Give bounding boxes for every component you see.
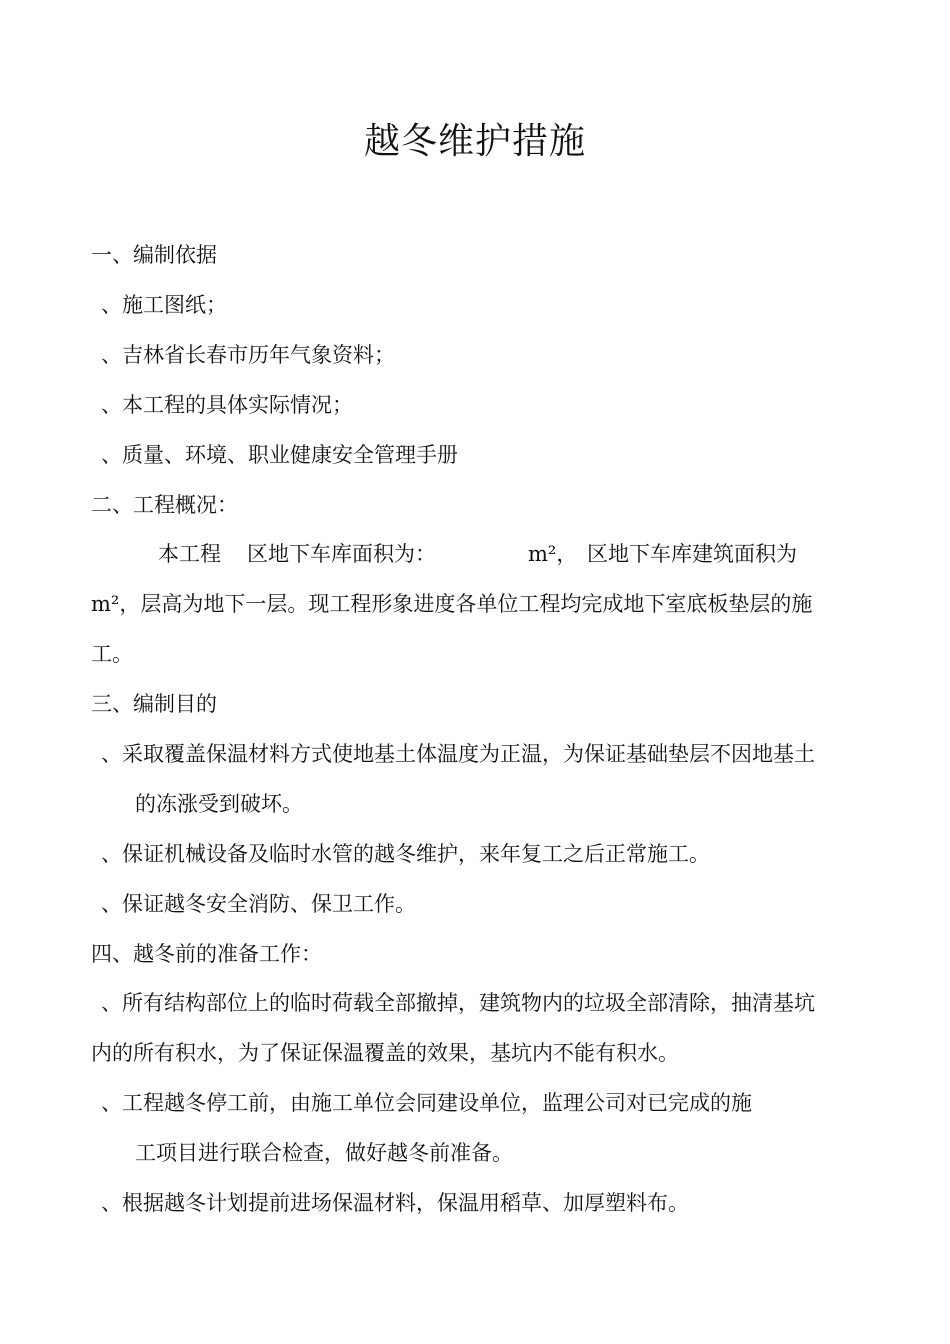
- paragraph-text: 本工程: [158, 542, 221, 566]
- list-item: 、保证越冬安全消防、保卫工作。: [101, 892, 416, 916]
- section-heading-purpose: 三、编制目的: [91, 692, 217, 716]
- section-heading-basis: 一、编制依据: [91, 243, 217, 267]
- list-item-continuation: 内的所有积水，为了保证保温覆盖的效果，基坑内不能有积水。: [91, 1041, 679, 1065]
- list-item: 、采取覆盖保温材料方式使地基土体温度为正温，为保证基础垫层不因地基土: [101, 742, 815, 766]
- list-item: 、保证机械设备及临时水管的越冬维护，来年复工之后正常施工。: [101, 842, 710, 866]
- list-item: 、施工图纸；: [101, 293, 227, 317]
- list-item: 、本工程的具体实际情况；: [101, 393, 353, 417]
- document-title: 越冬维护措施: [363, 121, 586, 162]
- list-item: 、所有结构部位上的临时荷载全部撤掉，建筑物内的垃圾全部清除，抽清基坑: [101, 991, 815, 1015]
- paragraph-text: 区地下车库建筑面积为: [587, 542, 797, 566]
- list-item: 、吉林省长春市历年气象资料；: [101, 343, 395, 367]
- list-item-continuation: 工项目进行联合检查，做好越冬前准备。: [135, 1141, 513, 1165]
- paragraph-text: 工。: [91, 642, 133, 666]
- list-item: 、质量、环境、职业健康安全管理手册: [101, 443, 458, 467]
- list-item: 、根据越冬计划提前进场保温材料，保温用稻草、加厚塑料布。: [101, 1191, 689, 1215]
- list-item-continuation: 的冻涨受到破坏。: [135, 792, 303, 816]
- section-heading-overview: 二、工程概况：: [91, 493, 238, 517]
- section-heading-preparation: 四、越冬前的准备工作：: [91, 942, 322, 966]
- list-item: 、工程越冬停工前，由施工单位会同建设单位，监理公司对已完成的施: [101, 1091, 752, 1115]
- paragraph-text: 区地下车库面积为：: [247, 542, 436, 566]
- paragraph-text: m²，层高为地下一层。现工程形象进度各单位工程均完成地下室底板垫层的施: [91, 592, 813, 616]
- paragraph-text: m²，: [528, 542, 578, 566]
